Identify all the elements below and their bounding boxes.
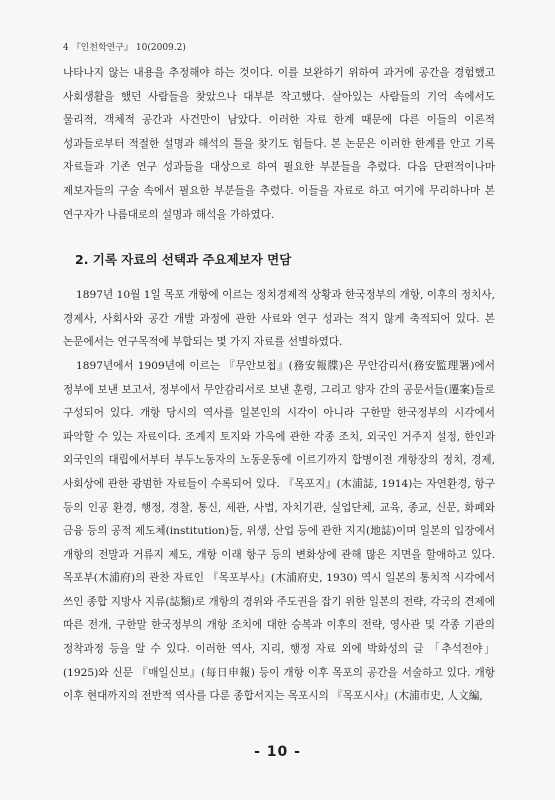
page-number: - 10 - bbox=[254, 744, 301, 760]
paragraph-3: 1897년에서 1909년에 이르는 『무안보첩』(務安報牒)은 무안감리서(務安監理署)에서 정부에 보낸 보고서, 정부에서 무안감리서로 보낸 훈령, 그리고 양자 간의 공문서들(遷案)들로 구성되어 있다. 개항 당시의 역사를 일본인의 시각이 아니라 구한말 한국정부의 시각에서 파악할 수 있는 자료이다. 조계지 토지와 가옥에 관한 각종 조치, 외국인 거주지 설정, 한인과 외국인의 대립에서부터 부두노동자의 노동운동에 이르기까지 합병이전 개항장의 정치, 경제, 사회상에 관한 광범한 자료들이 수록되어 있다. 『목포지』(木浦誌, 1914)는 자연환경, 항구 등의 인공 환경, 행정, 경찰, 통신, 세관, 사법, 자치기관, 실업단체, 교육, 종교, 신문, 화폐와 금융 등의 공적 제도체(institution)들, 위생, 산업 등에 관한 지지(地誌)이며 일본의 입장에서 개항의 전말과 거류지 제도, 개항 이래 항구 등의 변화상에 관해 많은 지면을 할애하고 있다. 목포부(木浦府)의 관찬 자료인 『목포부사』(木浦府史, 1930) 역시 일본의 통치적 시각에서 쓰인 종합 지방사 지류(誌類)로 개항의 경위와 주도권을 잡기 위한 일본의 전략, 각국의 견제에 따른 전개, 구한말 한국정부의 개항 조치에 대한 승복과 이후의 전략, 영사관 및 각종 기관의 정착과정 등을 알 수 있다. 이러한 역사, 지리, 행정 자료 외에 박화성의 글 「추석전야」(1925)와 신문 『매일신보』(每日申報) 등이 개항 이후 목포의 공간을 서술하고 있다. 개항 이후 현대까지의 전반적 역사를 다룬 종합서지는 목포시의 『목포시사』(木浦市史, 人文編, bbox=[63, 359, 495, 703]
running-head: 4 『인천학연구』 10(2009.2) bbox=[63, 43, 186, 53]
paragraph-2: 1897년 10월 1일 목포 개항에 이르는 정치경제적 상황과 한국정부의 개항, 이후의 정치사, 경제사, 사회사와 공간 개발 과정에 관한 사료와 연구 성과는 적지 않게 축적되어 있다. 본 논문에서는 연구목적에 부합되는 몇 가지 자료를 선별하였다. bbox=[63, 289, 495, 349]
page-body bbox=[63, 62, 495, 709]
paragraph-1: 나타나지 않는 내용을 추정해야 하는 것이다. 이를 보완하기 위하여 과거에 공간을 경험했고 사회생활을 했던 사람들을 찾았으나 대부분 작고했다. 살아있는 사람들의 기억 속에서도 물리적, 객체적 공간과 사건만이 남았다. 이러한 자료 한계 때문에 다른 이들의 이론적 성과들로부터 적절한 설명과 해석의 틀을 찾기도 힘들다. 본 논문은 이러한 한계를 안고 기록 자료들과 기존 연구 성과들을 대상으로 하여 필요한 부분들을 추렸다. 다음 단편적이나마 제보자들의 구술 속에서 필요한 부분들을 추렸다. 이들을 자료로 하고 여기에 무리하나마 본 연구자가 나름대로의 설명과 해석을 가하였다. bbox=[63, 67, 495, 221]
section-title: 2. 기록 자료의 선택과 주요제보자 면담 bbox=[75, 252, 292, 268]
